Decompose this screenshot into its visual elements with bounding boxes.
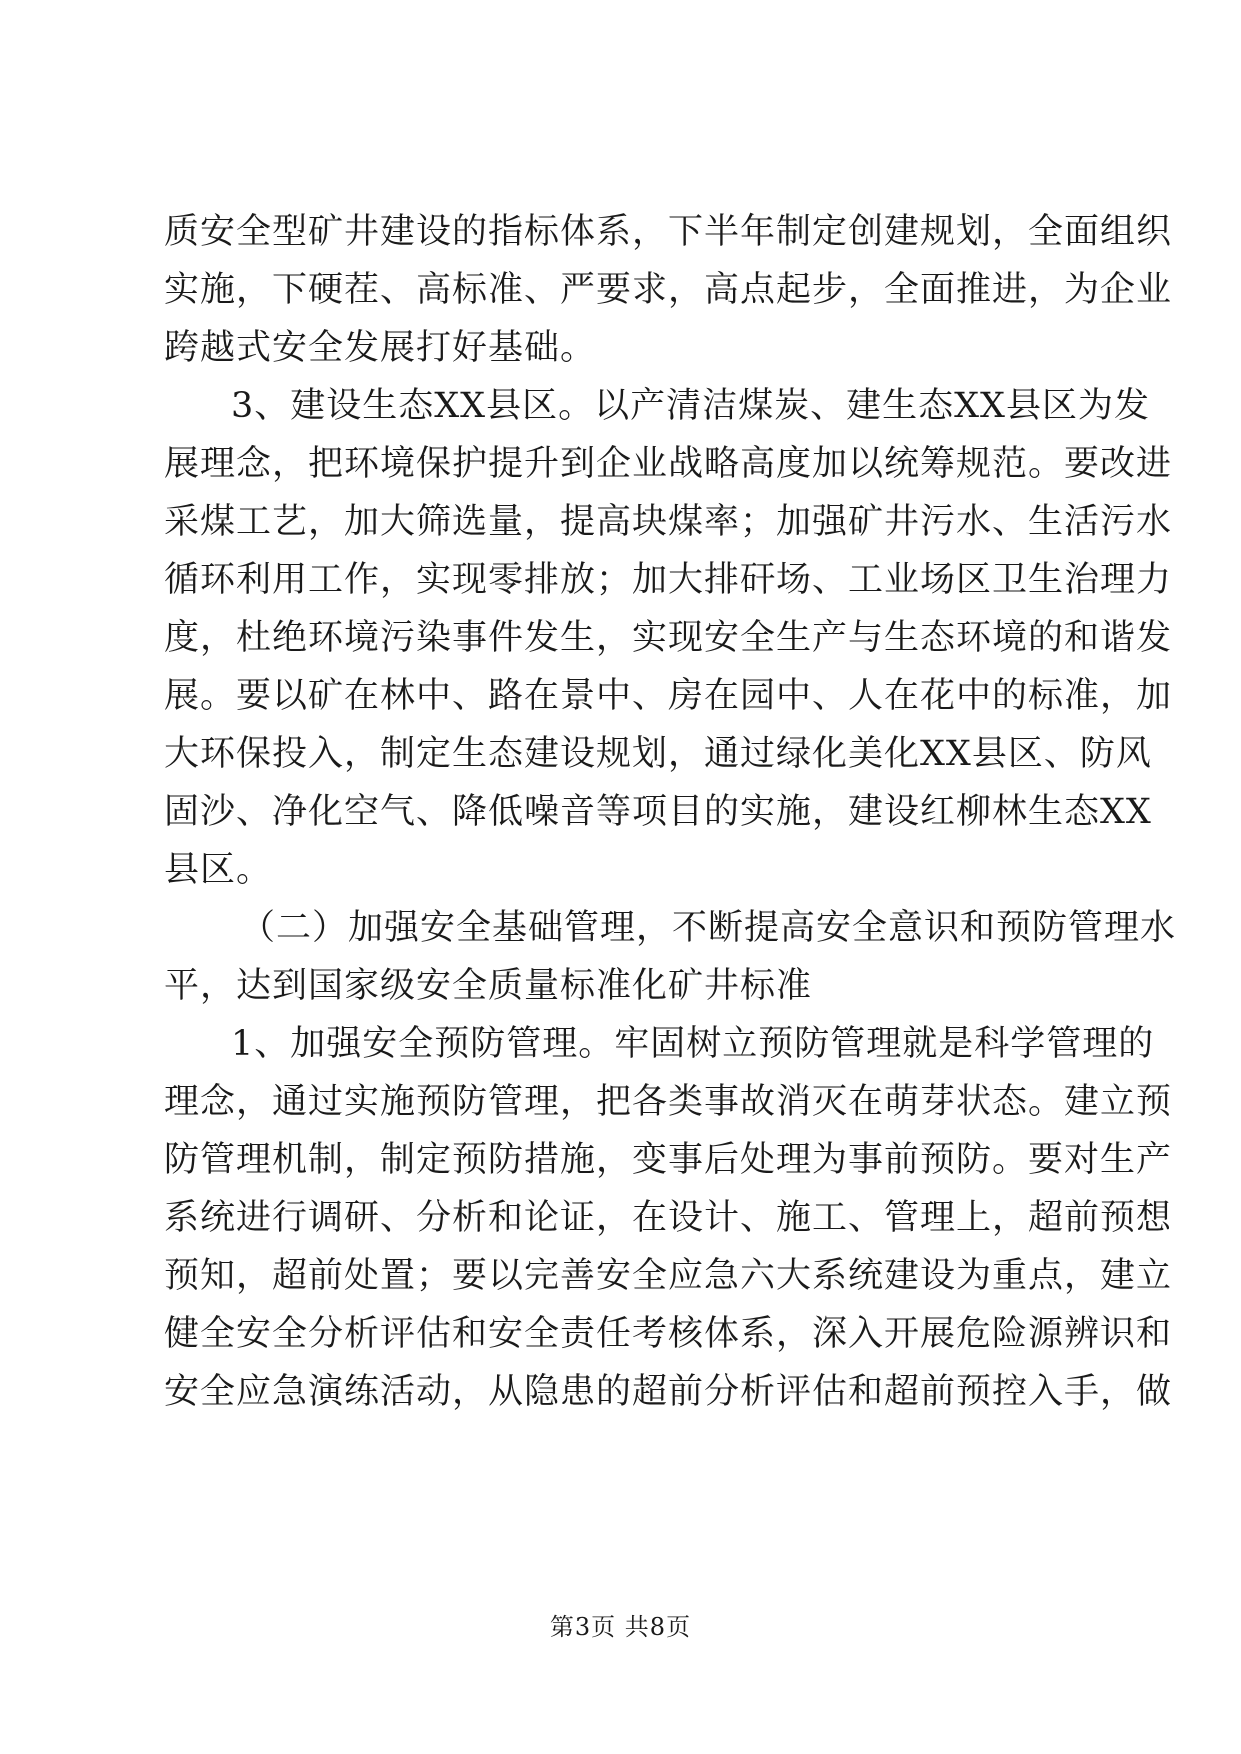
body-text-line: 跨越式安全发展打好基础。 [164,328,597,368]
body-text-line: 系统进行调研、分析和论证，在设计、施工、管理上，超前预想 [164,1198,1173,1238]
body-text-line: 采煤工艺，加大筛选量，提高块煤率；加强矿井污水、生活污水 [164,502,1173,542]
body-text-line: 健全安全分析评估和安全责任考核体系，深入开展危险源辨识和 [164,1314,1173,1354]
subheading-line: （二）加强安全基础管理，不断提高安全意识和预防管理水 [240,908,1177,948]
body-text-line: 大环保投入，制定生态建设规划，通过绿化美化XX县区、防风 [164,734,1152,774]
body-text-line: 度，杜绝环境污染事件发生，实现安全生产与生态环境的和谐发 [164,618,1173,658]
body-text-line: 固沙、净化空气、降低噪音等项目的实施，建设红柳林生态XX [164,792,1152,832]
body-text-line: 安全应急演练活动，从隐患的超前分析评估和超前预控入手，做 [164,1372,1173,1412]
body-text-line: 质安全型矿井建设的指标体系，下半年制定创建规划，全面组织 [164,212,1173,252]
body-text-line: 防管理机制，制定预防措施，变事后处理为事前预防。要对生产 [164,1140,1173,1180]
section-heading-line: 1、加强安全预防管理。牢固树立预防管理就是科学管理的 [231,1024,1155,1064]
subheading-line: 平，达到国家级安全质量标准化矿井标准 [164,966,813,1006]
body-text-line: 预知，超前处置；要以完善安全应急六大系统建设为重点，建立 [164,1256,1173,1296]
page-footer: 第3页 共8页 [549,1613,692,1641]
body-text-line: 展。要以矿在林中、路在景中、房在园中、人在花中的标准，加 [164,676,1173,716]
section-heading-line: 3、建设生态XX县区。以产清洁煤炭、建生态XX县区为发 [231,386,1150,426]
body-text-line: 展理念，把环境保护提升到企业战略高度加以统筹规范。要改进 [164,444,1173,484]
body-text-line: 县区。 [164,850,273,890]
body-text-line: 理念，通过实施预防管理，把各类事故消灭在萌芽状态。建立预 [164,1082,1173,1122]
body-text-line: 实施，下硬茬、高标准、严要求，高点起步，全面推进，为企业 [164,270,1173,310]
body-text-line: 循环利用工作，实现零排放；加大排矸场、工业场区卫生治理力 [164,560,1173,600]
